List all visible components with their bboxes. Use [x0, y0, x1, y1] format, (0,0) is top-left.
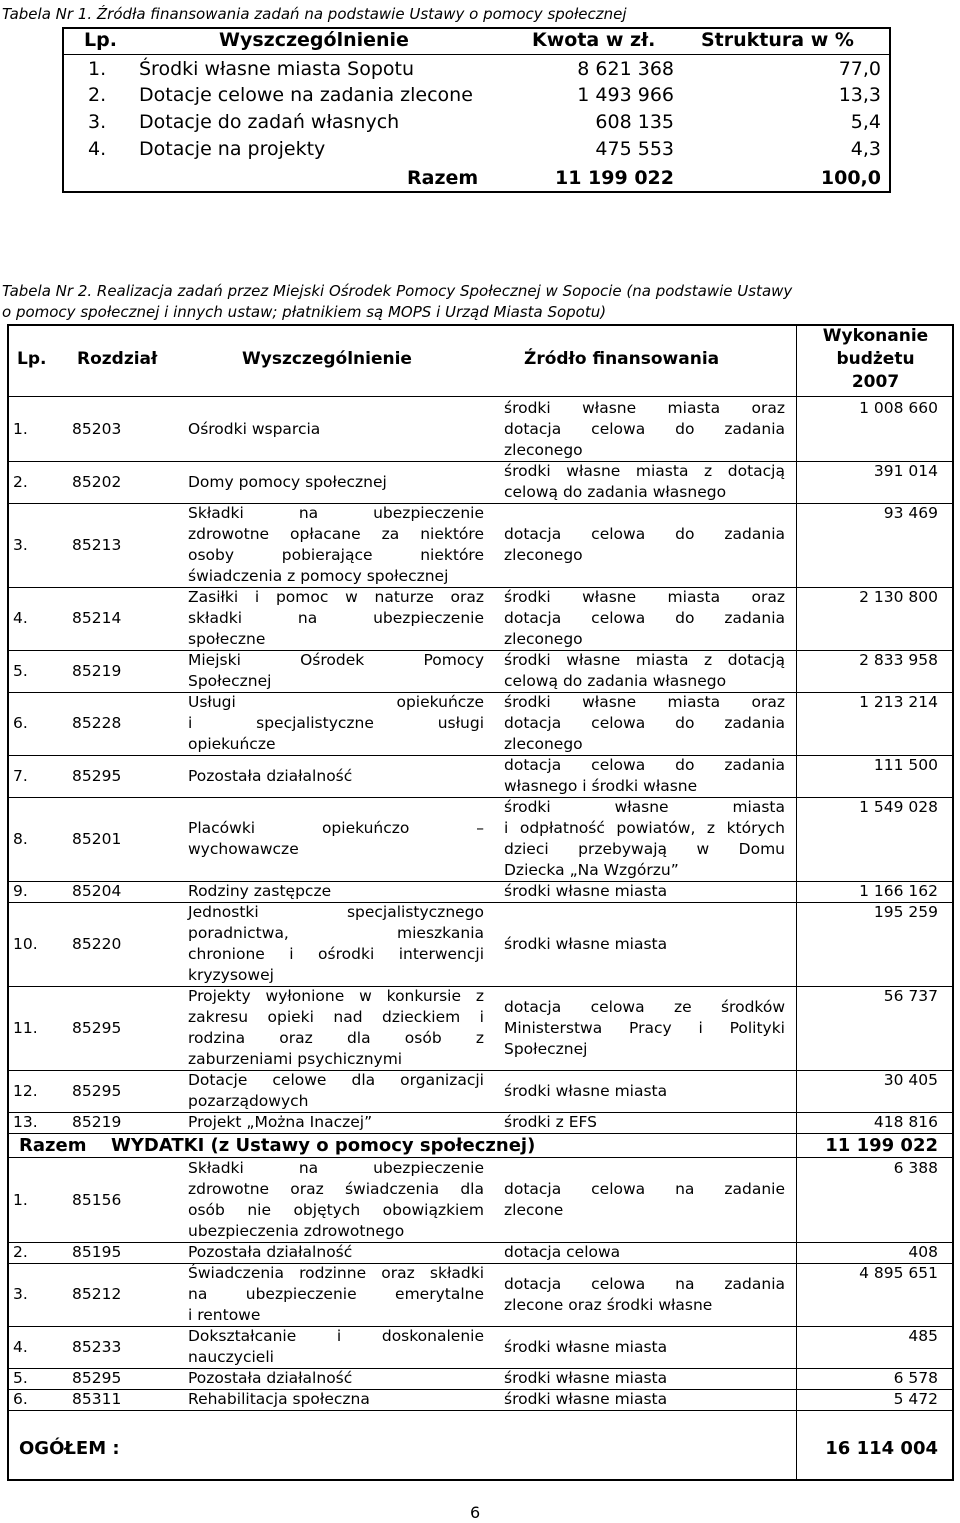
table1-row-amount: 1 493 966 [577, 84, 674, 106]
table1-row-share: 77,0 [838, 58, 881, 80]
table2-row2-desc: Pozostała działalność [188, 1243, 353, 1261]
table2-row2-source: dotacja celowa na zadanie zlecone [504, 1180, 785, 1219]
table1-row-amount: 475 553 [595, 138, 674, 160]
table2-row2-source: środki własne miasta [504, 1390, 668, 1408]
table2-row-lp: 3. [13, 535, 28, 554]
table2-row2-source: dotacja celowa na zadania zlecone oraz środki własne [504, 1274, 785, 1314]
table1-row-lp: 1. [88, 58, 107, 80]
table1-header-amount: Kwota w zł. [532, 29, 656, 51]
table2-row-source: środki własne miasta [504, 934, 668, 953]
table2-row2-amount: 6 388 [893, 1159, 938, 1177]
table2-row2-lp: 6. [13, 1390, 28, 1408]
table2-row-desc: Zasiłki i pomoc w naturze oraz składki na ubezpieczenie społeczne [188, 588, 484, 648]
table1-caption: Tabela Nr 1. Źródła finansowania zadań na podstawie Ustawy o pomocy społecznej [2, 5, 627, 23]
table2-row-lp: 9. [13, 882, 28, 900]
table2-row2-source: dotacja celowa [504, 1243, 621, 1261]
table2-row-lp: 10. [13, 934, 38, 953]
table2-row-chapter: 85220 [72, 934, 122, 953]
table2-row2-chapter: 85295 [72, 1369, 122, 1387]
table1-row-lp: 3. [88, 111, 107, 133]
table2-row-chapter: 85204 [72, 882, 122, 900]
table2-header-desc: Wyszczególnienie [242, 349, 412, 369]
table1-header-share: Struktura w % [701, 29, 854, 51]
table2-grandtotal-label: OGÓŁEM : [19, 1438, 120, 1459]
table2-row-source: środki własne miasta oraz dotacja celowa do zadania zleconego [504, 399, 785, 459]
table2-row-chapter: 85295 [72, 1018, 122, 1037]
table2-row2-amount: 485 [908, 1327, 938, 1345]
table2-row-lp: 12. [13, 1081, 38, 1100]
table2-row-lp: 13. [13, 1113, 38, 1131]
row-divider [9, 1410, 952, 1411]
table2-row-source: środki własne miasta z dotacją celową do zadania własnego [504, 462, 785, 501]
table2-caption: o pomocy społecznej i innych ustaw; płatnikiem są MOPS i Urząd Miasta Sopotu) [2, 303, 607, 321]
table2-row2-lp: 5. [13, 1369, 28, 1387]
table2-row-lp: 8. [13, 829, 28, 848]
table2-row-source: środki własne miasta [504, 1081, 668, 1100]
table1-row-share: 5,4 [850, 111, 881, 133]
table2-row-source: środki własne miasta oraz dotacja celowa do zadania zleconego [504, 693, 785, 753]
table1-header-lp: Lp. [84, 29, 117, 51]
table2-row-lp: 11. [13, 1018, 38, 1037]
table1-row-name: Dotacje do zadań własnych [139, 111, 400, 133]
row-divider [9, 1133, 952, 1134]
table2-row-amount: 1 549 028 [859, 798, 938, 816]
table1-row-lp: 2. [88, 84, 107, 106]
table2-row2-chapter: 85195 [72, 1243, 122, 1261]
table2-row2-source: środki własne miasta [504, 1337, 668, 1356]
table2-row2-amount: 4 895 651 [859, 1264, 938, 1282]
table2-row2-desc: Dokształcanie i doskonalenie nauczycieli [188, 1327, 484, 1366]
table2-subtotal-amount: 11 199 022 [825, 1135, 938, 1156]
table2-header-exec: 2007 [851, 372, 900, 392]
table2-row-source: środki z EFS [504, 1113, 597, 1131]
table2-row-desc: Ośrodki wsparcia [188, 420, 321, 438]
table2-row2-amount: 6 578 [893, 1369, 938, 1387]
table1-row-lp: 4. [88, 138, 107, 160]
table2-row-desc: Domy pomocy społecznej [188, 472, 387, 491]
table1-header-desc: Wyszczególnienie [219, 29, 409, 51]
table2-row-amount: 111 500 [873, 756, 938, 774]
table2-row-source: dotacja celowa do zadania własnego i środki własne [504, 756, 785, 795]
page-number: 6 [470, 1503, 481, 1522]
table1-row-name: Dotacje na projekty [139, 138, 326, 160]
table2-header-exec: Wykonanie [822, 326, 929, 346]
table2-row-chapter: 85219 [72, 1113, 122, 1131]
table2-row-desc: Rodziny zastępcze [188, 882, 332, 900]
table2-row-lp: 6. [13, 714, 28, 732]
table2 [7, 324, 954, 1481]
table2-row-source: środki własne miasta z dotacją celową do zadania własnego [504, 651, 785, 690]
table2-row-chapter: 85202 [72, 472, 122, 491]
table2-row-source: dotacja celowa ze środków Ministerstwa Pracy i Polityki Społecznej [504, 997, 785, 1058]
table2-caption: Tabela Nr 2. Realizacja zadań przez Miejski Ośrodek Pomocy Społecznej w Sopocie (na podstawie Ustawy [2, 282, 793, 300]
table2-row-desc: Miejski Ośrodek Pomocy Społecznej [188, 651, 484, 690]
table2-row-amount: 195 259 [873, 903, 938, 921]
table2-row2-desc: Świadczenia rodzinne oraz składki na ubezpieczenie emerytalne i rentowe [188, 1264, 484, 1324]
table2-header-exec: budżetu [836, 349, 915, 369]
table1-row-share: 13,3 [838, 84, 881, 106]
table2-row2-lp: 3. [13, 1285, 28, 1303]
table2-row-amount: 418 816 [873, 1113, 938, 1131]
table2-row-desc: Dotacje celowe dla organizacji pozarządowych [188, 1071, 484, 1110]
table2-row-desc: Pozostała działalność [188, 766, 353, 785]
table2-row-amount: 2 833 958 [859, 651, 938, 669]
table2-row-desc: Składki na ubezpieczenie zdrowotne opłacane za niektóre osoby pobierające niektóre świadczenia z pomocy społecznej [188, 504, 484, 585]
table2-row-lp: 5. [13, 661, 28, 680]
table2-header-source: Źródło finansowania [524, 349, 720, 369]
table2-row-desc: Placówki opiekuńczo – wychowawcze [188, 819, 484, 858]
table1-row-name: Dotacje celowe na zadania zlecone [139, 84, 473, 106]
table1-total-share: 100,0 [820, 167, 881, 189]
table2-subtotal-label: Razem [19, 1135, 87, 1156]
table2-grandtotal-amount: 16 114 004 [825, 1438, 938, 1459]
table1-row-name: Środki własne miasta Sopotu [139, 58, 415, 80]
row-divider [9, 797, 952, 798]
table2-row-lp: 7. [13, 766, 28, 785]
table2-row2-chapter: 85156 [72, 1190, 122, 1209]
table2-row-amount: 1 213 214 [859, 693, 938, 711]
table2-row-chapter: 85201 [72, 829, 122, 848]
table2-row-chapter: 85295 [72, 766, 122, 785]
table1-total-amount: 11 199 022 [555, 167, 674, 189]
table2-row2-amount: 408 [908, 1243, 938, 1261]
table2-row-chapter: 85295 [72, 1081, 122, 1100]
table2-row-source: środki własne miasta i odpłatność powiatów, z których dzieci przebywają w Domu Dziecka „Na Wzgórzu” [504, 798, 785, 879]
table2-row-amount: 391 014 [873, 462, 938, 480]
table2-row-desc: Projekt „Można Inaczej” [188, 1113, 373, 1131]
table2-header-chapter: Rozdział [77, 349, 158, 369]
table1-row-amount: 608 135 [595, 111, 674, 133]
table2-row-amount: 93 469 [883, 504, 938, 522]
table2-row-lp: 4. [13, 609, 28, 627]
table2-row2-chapter: 85311 [72, 1390, 122, 1408]
row-divider [9, 461, 952, 462]
table2-row-source: dotacja celowa do zadania zleconego [504, 525, 785, 564]
table2-row-desc: Projekty wyłonione w konkursie z zakresu opieki nad dzieckiem i rodzina oraz dla osób z zaburzeniami psychicznymi [188, 987, 484, 1068]
table2-row2-chapter: 85233 [72, 1337, 122, 1356]
table2-row-desc: Usługi opiekuńcze i specjalistyczne usługi opiekuńcze [188, 693, 484, 753]
table2-row-lp: 2. [13, 472, 28, 491]
row-divider [9, 755, 952, 756]
table2-row-source: środki własne miasta oraz dotacja celowa do zadania zleconego [504, 588, 785, 648]
table2-row-amount: 1 166 162 [859, 882, 938, 900]
table2-row2-lp: 2. [13, 1243, 28, 1261]
table1-row-share: 4,3 [850, 138, 881, 160]
table2-row2-chapter: 85212 [72, 1285, 122, 1303]
table2-row2-lp: 4. [13, 1337, 28, 1356]
table2-row-chapter: 85219 [72, 661, 122, 680]
table2-row2-desc: Składki na ubezpieczenie zdrowotne oraz świadczenia dla osób nie objętych obowiązkiem ubezpieczenia zdrowotnego [188, 1159, 484, 1240]
table2-row-amount: 30 405 [883, 1071, 938, 1089]
table2-row2-desc: Pozostała działalność [188, 1369, 353, 1387]
table2-header-lp: Lp. [17, 349, 47, 369]
table2-row-chapter: 85228 [72, 714, 122, 732]
table2-row2-amount: 5 472 [893, 1390, 938, 1408]
table2-row2-lp: 1. [13, 1190, 28, 1209]
table2-row-lp: 1. [13, 420, 28, 438]
table2-subtotal-text: WYDATKI (z Ustawy o pomocy społecznej) [111, 1135, 536, 1156]
table2-row-desc: Jednostki specjalistycznego poradnictwa, mieszkania chronione i ośrodki interwencji kryzysowej [188, 903, 484, 984]
table2-row-source: środki własne miasta [504, 882, 668, 900]
table2-row-amount: 56 737 [883, 987, 938, 1005]
table1 [62, 27, 891, 193]
table1-total-label: Razem [407, 167, 479, 189]
table2-row-chapter: 85213 [72, 535, 122, 554]
table2-header-divider [9, 396, 952, 397]
table2-row-chapter: 85214 [72, 609, 122, 627]
table1-row-amount: 8 621 368 [577, 58, 674, 80]
table2-row-amount: 1 008 660 [859, 399, 938, 417]
table2-row2-desc: Rehabilitacja społeczna [188, 1390, 370, 1408]
table2-row-chapter: 85203 [72, 420, 122, 438]
table2-row-amount: 2 130 800 [859, 588, 938, 606]
table2-row2-source: środki własne miasta [504, 1369, 668, 1387]
